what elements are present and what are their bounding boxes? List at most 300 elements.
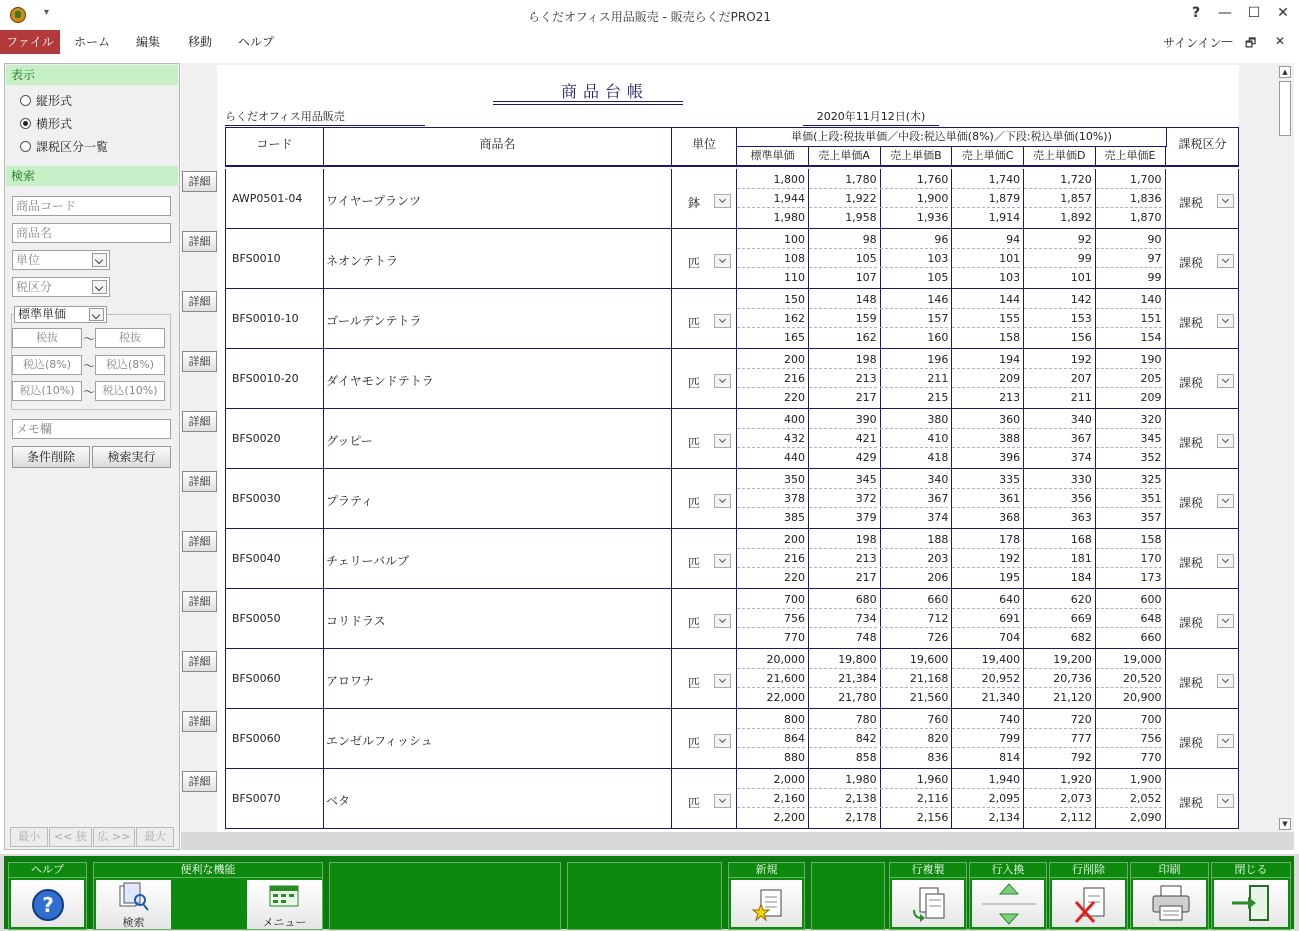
cell-name[interactable] (324, 649, 672, 708)
product-code: BFS0030 (232, 492, 281, 505)
menu-home[interactable]: ホーム (73, 35, 110, 49)
cell-name[interactable] (324, 289, 672, 348)
scroll-thumb[interactable] (1279, 81, 1291, 136)
price-value: 2,116 (880, 789, 948, 808)
price-value: 2,134 (988, 811, 1021, 824)
price-value: 2,178 (845, 811, 877, 824)
chevron-down-icon[interactable] (714, 194, 731, 208)
price-value: 206 (927, 571, 949, 584)
price-value: 1,980 (809, 770, 877, 789)
cell-name[interactable] (324, 469, 672, 528)
cell-name[interactable] (324, 349, 672, 408)
menu-help[interactable]: ヘルプ (237, 35, 274, 49)
range-10pct-to[interactable]: 税込(10%) (95, 381, 165, 401)
chevron-down-icon[interactable] (1217, 554, 1234, 568)
chevron-down-icon[interactable] (714, 554, 731, 568)
cell-name[interactable] (324, 769, 672, 828)
detail-button[interactable]: 詳細 (182, 231, 217, 252)
cell-price[interactable] (952, 349, 1024, 408)
price-value: 108 (737, 249, 805, 268)
cell-price[interactable] (1024, 289, 1096, 348)
swap-row-button-face (972, 880, 1044, 927)
doc-restore-button[interactable]: 🗗 (1245, 36, 1257, 50)
price-value: 168 (1024, 530, 1092, 549)
cell-price[interactable] (1024, 589, 1096, 648)
cell-price[interactable] (880, 409, 952, 468)
question-circle-icon (11, 880, 86, 928)
cell-price[interactable] (880, 769, 952, 828)
cell-code[interactable] (226, 409, 324, 468)
cell-price[interactable] (737, 469, 809, 528)
cell-price[interactable] (737, 289, 809, 348)
cell-tax[interactable] (1167, 589, 1238, 648)
cell-unit[interactable] (672, 649, 737, 708)
cell-code[interactable] (226, 769, 324, 828)
price-value: 372 (809, 489, 877, 508)
cell-name[interactable] (324, 589, 672, 648)
cell-price[interactable] (809, 349, 881, 408)
tax-select[interactable] (12, 277, 110, 297)
doc-close-button[interactable]: ✕ (1275, 34, 1286, 48)
cell-unit[interactable] (672, 709, 737, 768)
radio-tax-list[interactable] (20, 139, 108, 155)
print-button[interactable] (1130, 862, 1209, 930)
cell-price[interactable] (809, 289, 881, 348)
unit-select-label: 単位 (16, 253, 41, 267)
product-name: チェリーバルブ (326, 554, 410, 568)
price-value: 864 (737, 729, 805, 748)
cell-unit[interactable] (672, 169, 737, 228)
clear-conditions-button[interactable]: 条件削除 (12, 446, 90, 468)
chevron-down-icon[interactable] (1217, 374, 1234, 388)
search-header: 検索 (6, 166, 178, 186)
cell-price[interactable] (880, 529, 952, 588)
price-value: 880 (784, 751, 805, 764)
chevron-down-icon[interactable] (89, 308, 104, 321)
product-name: ダイヤモンドテトラ (326, 374, 434, 388)
table-row[interactable] (225, 529, 1239, 589)
table-row[interactable] (225, 469, 1239, 529)
table-row[interactable] (225, 769, 1239, 829)
cell-price[interactable] (737, 769, 809, 828)
product-name-input[interactable]: 商品名 (12, 223, 171, 243)
cell-price[interactable] (1024, 769, 1096, 828)
price-type-label: 標準単価 (18, 307, 67, 321)
cell-unit[interactable] (672, 229, 737, 288)
cell-price[interactable] (952, 229, 1024, 288)
price-value: 432 (737, 429, 805, 448)
company-name: らくだオフィス用品販売 (225, 108, 425, 126)
cell-price[interactable] (880, 169, 952, 228)
cell-unit[interactable] (672, 589, 737, 648)
cell-name[interactable] (324, 709, 672, 768)
cell-price[interactable] (952, 469, 1024, 528)
price-value: 1,760 (880, 170, 948, 189)
price-value: 1,800 (737, 170, 805, 189)
cell-code[interactable] (226, 649, 324, 708)
useful-functions-label: 便利な機能 (94, 863, 322, 878)
detail-button[interactable]: 詳細 (182, 411, 217, 432)
price-value: 21,120 (1053, 691, 1092, 704)
cell-tax[interactable] (1167, 529, 1238, 588)
radio-horizontal[interactable] (20, 116, 72, 132)
ledger-sheet (217, 65, 1239, 832)
cell-price[interactable] (1096, 709, 1166, 768)
product-name: ワイヤープランツ (326, 194, 422, 208)
cell-price[interactable] (952, 169, 1024, 228)
chevron-down-icon[interactable] (92, 253, 107, 267)
cell-name[interactable] (324, 229, 672, 288)
price-value: 20,952 (952, 669, 1020, 688)
price-value: 209 (1140, 391, 1162, 404)
cell-tax[interactable] (1167, 469, 1238, 528)
cell-price[interactable] (952, 289, 1024, 348)
table-row[interactable] (225, 709, 1239, 769)
horizontal-scrollbar[interactable] (181, 832, 1294, 850)
radio-label: 縦形式 (36, 94, 73, 108)
cell-price[interactable] (1024, 409, 1096, 468)
price-value: 190 (1096, 350, 1162, 369)
cell-price[interactable] (809, 169, 881, 228)
radio-circle[interactable] (20, 95, 31, 106)
radio-circle[interactable] (20, 141, 31, 152)
cell-unit[interactable] (672, 289, 737, 348)
zoom-min-button[interactable]: 最小 (10, 827, 48, 847)
radio-circle-checked[interactable] (20, 118, 31, 129)
menu-button-label: メニュー (262, 916, 307, 929)
cell-price[interactable] (1096, 289, 1166, 348)
cell-price[interactable] (1024, 649, 1096, 708)
range-tilde: 〜 (83, 359, 96, 373)
price-value: 216 (737, 549, 805, 568)
menu-button[interactable] (247, 880, 322, 929)
help-icon[interactable]: ? (1191, 5, 1201, 21)
price-value: 19,800 (809, 650, 877, 669)
cell-tax[interactable] (1167, 649, 1238, 708)
price-value: 340 (1024, 410, 1092, 429)
table-row[interactable] (225, 409, 1239, 469)
cell-unit[interactable] (672, 409, 737, 468)
cell-price[interactable] (737, 589, 809, 648)
chevron-down-icon[interactable] (1217, 734, 1234, 748)
unit-value: 鉢 (688, 196, 701, 210)
cell-price[interactable] (809, 469, 881, 528)
price-value: 1,940 (952, 770, 1020, 789)
chevron-down-icon[interactable] (714, 494, 731, 508)
cell-code[interactable] (226, 709, 324, 768)
cell-tax[interactable] (1167, 769, 1238, 828)
cell-price[interactable] (952, 529, 1024, 588)
cell-price[interactable] (809, 229, 881, 288)
price-value: 22,000 (766, 691, 805, 704)
table-row[interactable] (225, 289, 1239, 349)
chevron-down-icon[interactable] (714, 254, 731, 268)
cell-price[interactable] (1024, 709, 1096, 768)
range-10pct-from[interactable]: 税込(10%) (12, 381, 82, 401)
range-exclusive-to[interactable]: 税抜 (95, 328, 165, 348)
table-row[interactable] (225, 589, 1239, 649)
cell-price[interactable] (1096, 469, 1166, 528)
close-window-button[interactable] (1211, 862, 1291, 930)
cell-price[interactable] (737, 709, 809, 768)
price-value: 1,958 (845, 211, 877, 224)
unit-value: 匹 (688, 376, 701, 390)
cell-unit[interactable] (672, 469, 737, 528)
cell-code[interactable] (226, 289, 324, 348)
price-value: 195 (999, 571, 1021, 584)
cell-price[interactable] (737, 349, 809, 408)
price-value: 20,900 (1123, 691, 1162, 704)
range-exclusive-from[interactable]: 税抜 (12, 328, 82, 348)
cell-unit[interactable] (672, 349, 737, 408)
memo-input[interactable]: メモ欄 (12, 419, 171, 439)
zoom-max-button[interactable]: 最大 (136, 827, 174, 847)
tax-value: 課税 (1179, 736, 1204, 750)
detail-button[interactable]: 詳細 (182, 591, 217, 612)
cell-price[interactable] (737, 229, 809, 288)
price-value: 220 (784, 571, 805, 584)
price-value: 217 (855, 391, 877, 404)
cell-price[interactable] (952, 649, 1024, 708)
price-value: 792 (1070, 751, 1092, 764)
menu-file[interactable]: ファイル (0, 30, 60, 54)
menu-bar (0, 30, 1299, 54)
cell-price[interactable] (737, 529, 809, 588)
cell-price[interactable] (880, 469, 952, 528)
chevron-down-icon[interactable] (714, 734, 731, 748)
unit-value: 匹 (688, 316, 701, 330)
delete-row-button[interactable] (1049, 862, 1128, 930)
chevron-down-icon[interactable] (714, 674, 731, 688)
cell-price[interactable] (1096, 649, 1166, 708)
detail-button[interactable]: 詳細 (182, 771, 217, 792)
printer-icon (1133, 880, 1208, 928)
detail-button[interactable]: 詳細 (182, 291, 217, 312)
new-button[interactable] (728, 862, 805, 930)
cell-price[interactable] (737, 169, 809, 228)
price-value: 188 (880, 530, 948, 549)
cell-code[interactable] (226, 349, 324, 408)
range-8pct-from[interactable]: 税込(8%) (12, 355, 82, 375)
cell-tax[interactable] (1167, 229, 1238, 288)
detail-button[interactable]: 詳細 (182, 711, 217, 732)
tax-value: 課税 (1179, 316, 1204, 330)
cell-price[interactable] (1096, 229, 1166, 288)
table-row[interactable] (225, 169, 1239, 229)
price-value: 385 (784, 511, 805, 524)
cell-tax[interactable] (1167, 349, 1238, 408)
price-value: 858 (855, 751, 877, 764)
function-bar (0, 854, 1299, 931)
tax-value: 課税 (1179, 616, 1204, 630)
header-price-0: 標準単価 (737, 147, 809, 166)
close-button[interactable]: ✕ (1277, 5, 1289, 21)
chevron-down-icon[interactable] (714, 434, 731, 448)
chevron-down-icon[interactable] (714, 794, 731, 808)
price-value: 800 (737, 710, 805, 729)
cell-price[interactable] (1024, 169, 1096, 228)
doc-minimize-button[interactable]: — (1221, 34, 1233, 48)
blank-slot (329, 862, 561, 930)
cell-price[interactable] (952, 769, 1024, 828)
header-unit: 単位 (672, 128, 737, 166)
price-value: 1,836 (1096, 189, 1162, 208)
price-value: 2,052 (1096, 789, 1162, 808)
cell-name[interactable] (324, 169, 672, 228)
cell-price[interactable] (1024, 349, 1096, 408)
price-value: 440 (784, 451, 805, 464)
chevron-down-icon[interactable] (1217, 434, 1234, 448)
detail-button[interactable]: 詳細 (182, 171, 217, 192)
cell-code[interactable] (226, 589, 324, 648)
cell-price[interactable] (880, 349, 952, 408)
product-code: BFS0060 (232, 732, 281, 745)
price-value: 181 (1024, 549, 1092, 568)
table-row[interactable] (225, 649, 1239, 709)
search-button[interactable] (96, 880, 171, 929)
cell-price[interactable] (1024, 229, 1096, 288)
cell-code[interactable] (226, 169, 324, 228)
help-button[interactable] (8, 862, 87, 930)
cell-code[interactable] (226, 529, 324, 588)
cell-price[interactable] (1096, 529, 1166, 588)
cell-price[interactable] (1096, 769, 1166, 828)
range-8pct-to[interactable]: 税込(8%) (95, 355, 165, 375)
zoom-narrow-button[interactable]: << 狭 (49, 827, 92, 847)
price-value: 103 (999, 271, 1021, 284)
price-value: 396 (999, 451, 1021, 464)
cell-tax[interactable] (1167, 409, 1238, 468)
ledger-date: 2020年11月12日(木) (803, 108, 939, 126)
cell-code[interactable] (226, 469, 324, 528)
cell-unit[interactable] (672, 529, 737, 588)
chevron-down-icon[interactable] (1217, 194, 1234, 208)
cell-price[interactable] (880, 709, 952, 768)
unit-select[interactable] (12, 250, 110, 270)
cell-price[interactable] (952, 409, 1024, 468)
maximize-button[interactable]: ☐ (1247, 5, 1261, 21)
cell-name[interactable] (324, 409, 672, 468)
chevron-down-icon[interactable] (1217, 674, 1234, 688)
copy-row-button[interactable] (889, 862, 967, 930)
menu-move[interactable]: 移動 (187, 35, 212, 49)
menu-edit[interactable]: 編集 (135, 35, 160, 49)
unit-value: 匹 (688, 736, 701, 750)
run-search-button[interactable]: 検索実行 (92, 446, 171, 468)
price-type-select[interactable] (14, 306, 107, 323)
cell-price[interactable] (1024, 469, 1096, 528)
detail-button[interactable]: 詳細 (182, 531, 217, 552)
new-button-label: 新規 (729, 863, 804, 878)
price-value: 1,857 (1024, 189, 1092, 208)
minimize-button[interactable]: — (1218, 5, 1232, 21)
tax-value: 課税 (1179, 556, 1204, 570)
cell-price[interactable] (1096, 349, 1166, 408)
chevron-down-icon[interactable] (92, 280, 107, 294)
cell-price[interactable] (809, 409, 881, 468)
signin-link[interactable]: サインイン (1163, 36, 1222, 50)
cell-tax[interactable] (1167, 289, 1238, 348)
chevron-down-icon[interactable] (714, 314, 731, 328)
cell-price[interactable] (952, 709, 1024, 768)
scroll-up-icon[interactable]: ▲ (1279, 66, 1291, 78)
cell-price[interactable] (809, 649, 881, 708)
cell-price[interactable] (809, 589, 881, 648)
cell-price[interactable] (809, 769, 881, 828)
cell-price[interactable] (880, 289, 952, 348)
price-value: 192 (1024, 350, 1092, 369)
chevron-down-icon[interactable] (1217, 614, 1234, 628)
table-row[interactable] (225, 229, 1239, 289)
cell-price[interactable] (880, 589, 952, 648)
price-value: 1,944 (737, 189, 805, 208)
price-value: 2,073 (1024, 789, 1092, 808)
radio-vertical[interactable] (20, 93, 72, 109)
scroll-down-icon[interactable]: ▼ (1279, 818, 1291, 830)
chevron-down-icon[interactable] (714, 374, 731, 388)
product-code: BFS0050 (232, 612, 281, 625)
price-value: 388 (952, 429, 1020, 448)
cell-price[interactable] (737, 409, 809, 468)
range-tilde: 〜 (83, 332, 96, 346)
detail-button[interactable]: 詳細 (182, 351, 217, 372)
cell-price[interactable] (1096, 589, 1166, 648)
cell-price[interactable] (809, 529, 881, 588)
cell-price[interactable] (1096, 409, 1166, 468)
detail-button[interactable]: 詳細 (182, 651, 217, 672)
price-value: 158 (1096, 530, 1162, 549)
chevron-down-icon[interactable] (714, 614, 731, 628)
quick-access-chevron-icon[interactable]: ▾ (44, 7, 50, 18)
price-value: 320 (1096, 410, 1162, 429)
price-value: 211 (880, 369, 948, 388)
price-value: 620 (1024, 590, 1092, 609)
price-value: 357 (1140, 511, 1162, 524)
cell-price[interactable] (1024, 529, 1096, 588)
chevron-down-icon[interactable] (1217, 254, 1234, 268)
table-row[interactable] (225, 349, 1239, 409)
header-price-3: 売上単価C (952, 147, 1024, 166)
title-underline (493, 101, 683, 105)
tax-value: 課税 (1179, 256, 1204, 270)
cell-price[interactable] (1096, 169, 1166, 228)
chevron-down-icon[interactable] (1217, 494, 1234, 508)
cell-tax[interactable] (1167, 709, 1238, 768)
cell-unit[interactable] (672, 769, 737, 828)
zoom-wide-button[interactable]: 広 >> (93, 827, 135, 847)
cell-price[interactable] (952, 589, 1024, 648)
price-value: 105 (809, 249, 877, 268)
chevron-down-icon[interactable] (1217, 794, 1234, 808)
cell-price[interactable] (880, 649, 952, 708)
cell-tax[interactable] (1167, 169, 1238, 228)
product-code: AWP0501-04 (232, 192, 303, 205)
cell-name[interactable] (324, 529, 672, 588)
swap-row-button[interactable] (969, 862, 1047, 930)
price-value: 734 (809, 609, 877, 628)
price-value: 748 (855, 631, 877, 644)
product-code-input[interactable]: 商品コード (12, 196, 171, 216)
price-value: 220 (784, 391, 805, 404)
vertical-scrollbar[interactable] (1276, 63, 1294, 833)
cell-code[interactable] (226, 229, 324, 288)
price-value: 200 (737, 530, 805, 549)
cell-price[interactable] (809, 709, 881, 768)
chevron-down-icon[interactable] (1217, 314, 1234, 328)
cell-price[interactable] (737, 649, 809, 708)
detail-button[interactable]: 詳細 (182, 471, 217, 492)
cell-price[interactable] (880, 229, 952, 288)
